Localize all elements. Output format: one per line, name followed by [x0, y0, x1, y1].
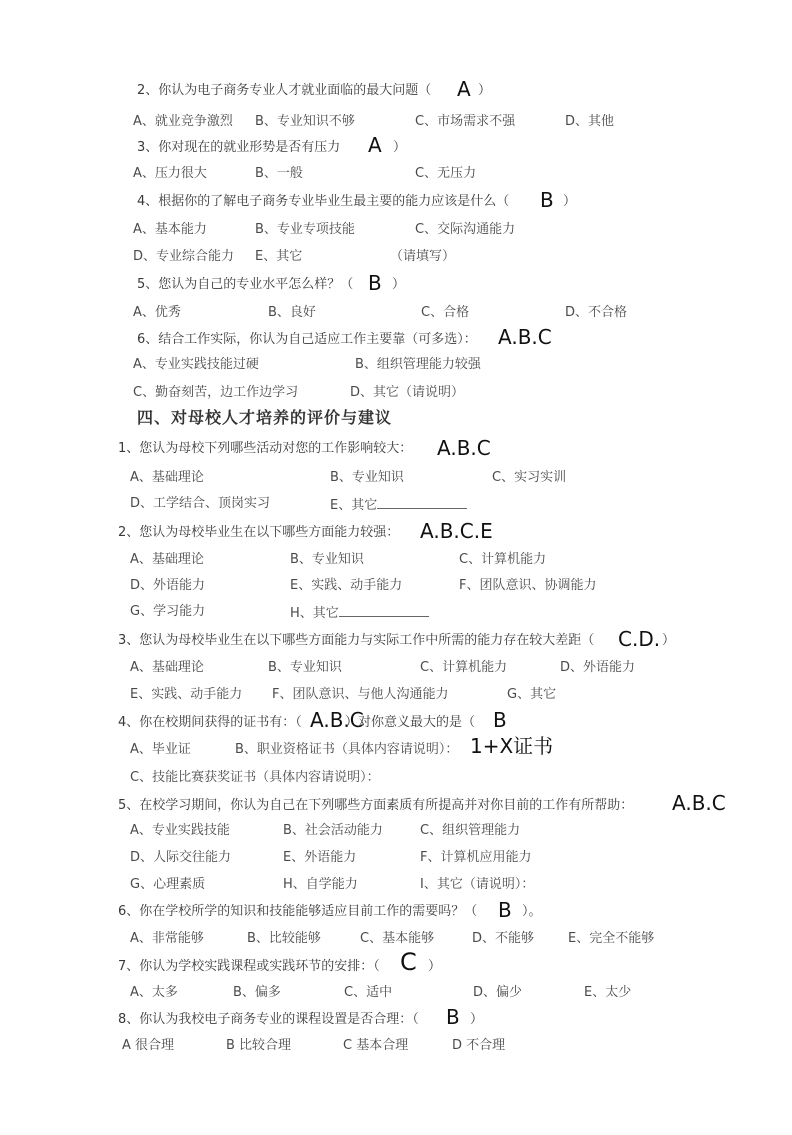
option: H、自学能力 — [283, 877, 358, 892]
option: G、其它 — [507, 687, 557, 702]
question-6: 6、你在学校所学的知识和技能能够适应目前工作的需要吗？（ — [118, 904, 478, 919]
question-6: 6、结合工作实际，你认为自己适应工作主要靠（可多选）： — [137, 332, 477, 347]
handwritten-note: 1+X证书 — [470, 734, 554, 758]
option: C、交际沟通能力 — [415, 222, 516, 237]
question-1: 1、您认为母校下列哪些活动对您的工作影响较大： — [118, 441, 413, 456]
question-5: 5、在校学习期间，你认为自己在下列哪些方面素质有所提高并对你目前的工作有所帮助： — [118, 798, 634, 813]
option: A、优秀 — [133, 305, 181, 320]
paren-close: ） — [563, 194, 577, 209]
option: E、外语能力 — [283, 850, 357, 865]
option: A、专业实践技能 — [130, 823, 230, 838]
option: D、人际交往能力 — [130, 850, 232, 865]
option-other: H、其它 — [290, 604, 429, 622]
option: B、社会活动能力 — [283, 823, 383, 838]
option: C、组织管理能力 — [420, 823, 521, 838]
handwritten-answer: B — [368, 271, 382, 295]
option: D、偏少 — [473, 985, 523, 1000]
option: A、太多 — [130, 985, 178, 1000]
option: D、外语能力 — [130, 578, 206, 593]
question-2: 2、你认为电子商务专业人才就业面临的最大问题（ — [137, 83, 432, 98]
blank-line — [339, 604, 429, 617]
paren-close: ） — [478, 83, 492, 98]
option: D、不合格 — [565, 305, 628, 320]
handwritten-answer: A — [457, 77, 471, 101]
option: B、职业资格证书（具体内容请说明）： — [235, 742, 459, 757]
option: B、专业知识不够 — [255, 114, 355, 129]
option: B、比较能够 — [247, 931, 321, 946]
paren-close: ）。 — [522, 904, 542, 919]
option: A、基础理论 — [130, 470, 204, 485]
paren-close: ） — [392, 277, 406, 292]
option-other: E、其它 — [330, 496, 467, 514]
option: D 不合理 — [452, 1038, 506, 1053]
option: C、计算机能力 — [420, 660, 508, 675]
handwritten-answer: C — [400, 948, 417, 976]
option: C、合格 — [421, 305, 470, 320]
option: B、专业专项技能 — [255, 222, 355, 237]
option: C、技能比赛获奖证书（具体内容请说明）： — [130, 770, 380, 785]
question-7: 7、你认为学校实践课程或实践环节的安排：（ — [118, 959, 380, 974]
option: A 很合理 — [122, 1038, 175, 1053]
option: E、其它 — [255, 249, 303, 264]
option: A、就业竞争激烈 — [133, 114, 233, 129]
question-8: 8、你认为我校电子商务专业的课程设置是否合理：（ — [118, 1012, 419, 1027]
option: B 比较合理 — [226, 1038, 292, 1053]
paren-close: ） — [470, 1012, 484, 1027]
option: C、计算机能力 — [459, 552, 547, 567]
option: B、组织管理能力较强 — [355, 357, 481, 372]
option: A、基础理论 — [130, 552, 204, 567]
option: F、计算机应用能力 — [420, 850, 532, 865]
option: B、一般 — [255, 166, 303, 181]
option-note: （请填写） — [390, 249, 456, 264]
option: A、专业实践技能过硬 — [133, 357, 259, 372]
handwritten-answer: B — [540, 188, 554, 212]
option: D、外语能力 — [560, 660, 636, 675]
option: C、无压力 — [415, 166, 477, 181]
question-3: 3、你对现在的就业形势是否有压力 — [137, 140, 341, 155]
option: B、专业知识 — [330, 470, 404, 485]
handwritten-answer: B — [498, 898, 512, 922]
handwritten-answer: A — [368, 133, 382, 157]
handwritten-answer: A.B.C — [498, 325, 552, 349]
option: E、实践、动手能力 — [290, 578, 403, 593]
option: A、压力很大 — [133, 166, 207, 181]
option: C、适中 — [344, 985, 393, 1000]
handwritten-answer: A.B.C — [437, 436, 491, 460]
handwritten-answer: B — [446, 1005, 460, 1029]
question-3: 3、您认为母校毕业生在以下哪些方面能力与实际工作中所需的能力存在较大差距（ — [118, 633, 595, 648]
paren-close: ） — [393, 140, 407, 155]
question-2: 2、您认为母校毕业生在以下哪些方面能力较强： — [118, 525, 400, 540]
handwritten-answer: A.B.C — [672, 791, 726, 815]
paren-close: ） — [662, 633, 676, 648]
question-5: 5、您认为自己的专业水平怎么样？（ — [137, 277, 354, 292]
option: A、基础理论 — [130, 660, 204, 675]
option: B、偏多 — [233, 985, 281, 1000]
option: D、其它（请说明） — [350, 385, 465, 400]
option: D、不能够 — [472, 931, 535, 946]
option: A、毕业证 — [130, 742, 191, 757]
paren-close: ） — [428, 959, 442, 974]
blank-line — [377, 496, 467, 509]
option: B、专业知识 — [290, 552, 364, 567]
option: D、专业综合能力 — [133, 249, 235, 264]
handwritten-answer: A.B.C.E — [420, 519, 493, 543]
option: B、良好 — [268, 305, 316, 320]
option: G、心理素质 — [130, 877, 206, 892]
option: E、实践、动手能力 — [130, 687, 243, 702]
option: D、工学结合、顶岗实习 — [130, 496, 271, 511]
question-4-b: ）对你意义最大的是（ — [345, 715, 476, 730]
option: I、其它（请说明）： — [420, 877, 535, 892]
option: B、专业知识 — [268, 660, 342, 675]
option: C、市场需求不强 — [415, 114, 516, 129]
question-4: 4、根据你的了解电子商务专业毕业生最主要的能力应该是什么（ — [137, 194, 510, 209]
option: F、团队意识、与他人沟通能力 — [272, 687, 449, 702]
option: A、基本能力 — [133, 222, 207, 237]
option: C、实习实训 — [492, 470, 567, 485]
option: E、完全不能够 — [568, 931, 655, 946]
question-4-a: 4、你在校期间获得的证书有：（ — [118, 715, 302, 730]
option: A、非常能够 — [130, 931, 204, 946]
handwritten-answer: C.D. — [618, 627, 661, 651]
handwritten-answer: B — [493, 708, 507, 732]
option: D、其他 — [565, 114, 615, 129]
option: C 基本合理 — [343, 1038, 409, 1053]
option: E、太少 — [584, 985, 632, 1000]
option: C、勤奋刻苦，边工作边学习 — [133, 385, 299, 400]
handwritten-answer: A.B.C — [310, 708, 364, 732]
section-heading: 四、对母校人才培养的评价与建议 — [137, 408, 393, 427]
option: C、基本能够 — [360, 931, 435, 946]
option: F、团队意识、协调能力 — [459, 578, 597, 593]
option: G、学习能力 — [130, 604, 206, 619]
